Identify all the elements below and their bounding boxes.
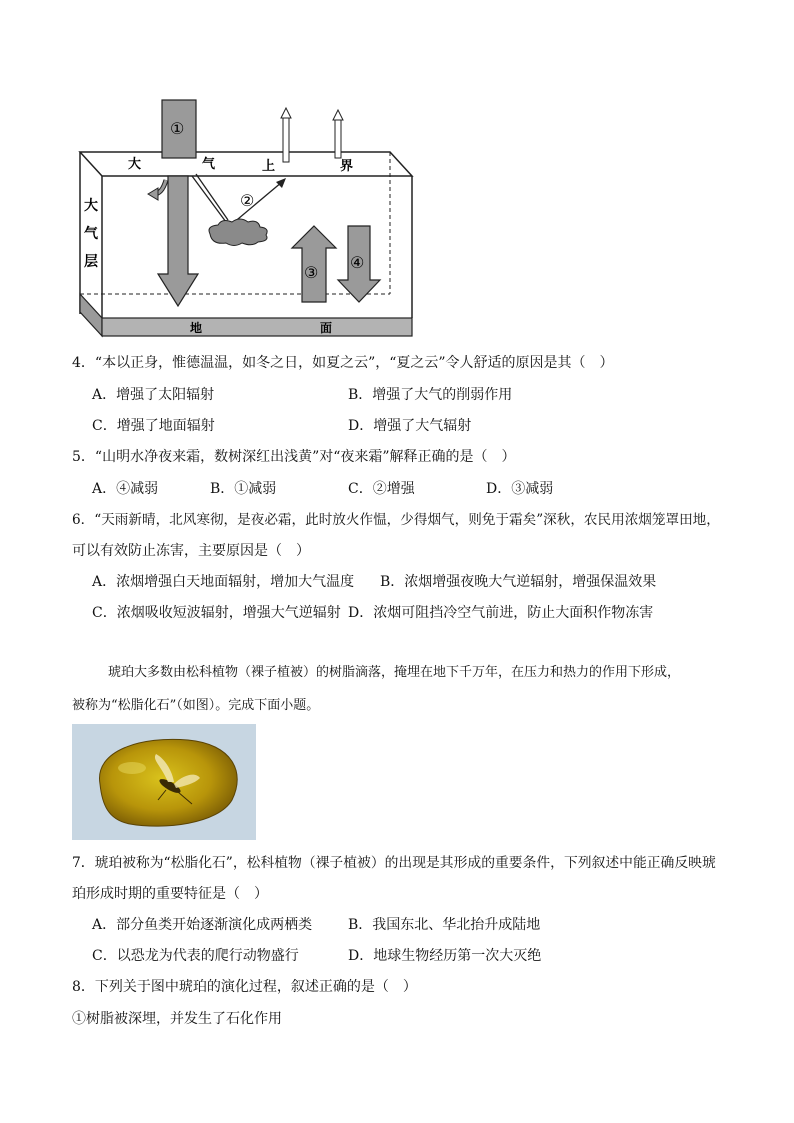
box-label-1: ① [170, 119, 185, 138]
question-7-stem-line1: 7．琥珀被称为“松脂化石”，松科植物（裸子植被）的出现是其形成的重要条件，下列叙述中能正确反映琥 [72, 855, 716, 871]
label-3: ③ [304, 263, 319, 282]
q7-option-a: A．部分鱼类开始逐渐演化成两栖类 [92, 917, 313, 933]
q7-option-c: C．以恐龙为代表的爬行动物盛行 [92, 948, 299, 964]
top-char-1: 大 [128, 157, 142, 172]
question-8-stem: 8．下列关于图中琥珀的演化过程，叙述正确的是（ ） [72, 979, 417, 995]
q5-option-d: D．③减弱 [486, 481, 554, 497]
atmosphere-diagram [70, 98, 420, 340]
q5-option-b: B．①减弱 [210, 481, 277, 497]
ground-label-1: 地 [190, 321, 203, 335]
q8-statement-1: ①树脂被深埋，并发生了石化作用 [72, 1011, 282, 1027]
ground-side [80, 294, 102, 336]
top-char-4: 界 [340, 159, 354, 174]
side-char-1: 大 [84, 198, 98, 214]
q4-option-c: C．增强了地面辐射 [92, 418, 215, 434]
question-4-stem: 4．“本以正身，惟德温温，如冬之日，如夏之云”，“夏之云”令人舒适的原因是其（ ） [72, 355, 614, 371]
q4-option-b: B．增强了大气的削弱作用 [348, 387, 513, 403]
label-2: ② [240, 191, 255, 210]
top-char-3: 上 [262, 159, 276, 174]
q7-option-d: D．地球生物经历第一次大灭绝 [348, 948, 542, 964]
ground-slab [102, 318, 412, 336]
passage-line-2: 被称为“松脂化石”（如图）。完成下面小题。 [72, 698, 320, 713]
ground-label-2: 面 [320, 321, 333, 335]
label-4: ④ [350, 253, 365, 272]
q4-option-d: D．增强了大气辐射 [348, 418, 472, 434]
solar-radiation-arrow [158, 176, 198, 306]
q6-option-d: D．浓烟可阻挡冷空气前进，防止大面积作物冻害 [348, 605, 654, 621]
q6-option-c: C．浓烟吸收短波辐射，增强大气逆辐射 [92, 605, 341, 621]
amber-photo [72, 724, 256, 840]
side-char-2: 气 [84, 226, 98, 242]
side-char-3: 层 [84, 254, 98, 270]
q5-option-c: C．②增强 [348, 481, 415, 497]
top-char-2: 气 [202, 157, 216, 172]
q5-option-a: A．④减弱 [92, 481, 159, 497]
q7-option-b: B．我国东北、华北抬升成陆地 [348, 917, 541, 933]
cloud-icon [209, 219, 267, 246]
passage-line-1: 琥珀大多数由松科植物（裸子植被）的树脂滴落，掩埋在地下千万年，在压力和热力的作用下形成， [108, 665, 681, 680]
q4-option-a: A．增强了太阳辐射 [92, 387, 215, 403]
q6-option-a: A．浓烟增强白天地面辐射，增加大气温度 [92, 574, 355, 590]
question-7-stem-line2: 珀形成时期的重要特征是（ ） [72, 886, 268, 902]
question-6-stem-line2: 可以有效防止冻害，主要原因是（ ） [72, 543, 310, 559]
question-5-stem: 5．“山明水净夜来霜，数树深红出浅黄”对“夜来霜”解释正确的是（ ） [72, 449, 516, 465]
question-6-stem-line1: 6．“天雨新晴，北风寒彻，是夜必霜，此时放火作愠，少得烟气，则免于霜矣”深秋，农民用浓烟笼罩田地， [72, 512, 720, 528]
q6-option-b: B．浓烟增强夜晚大气逆辐射，增强保温效果 [380, 574, 657, 590]
